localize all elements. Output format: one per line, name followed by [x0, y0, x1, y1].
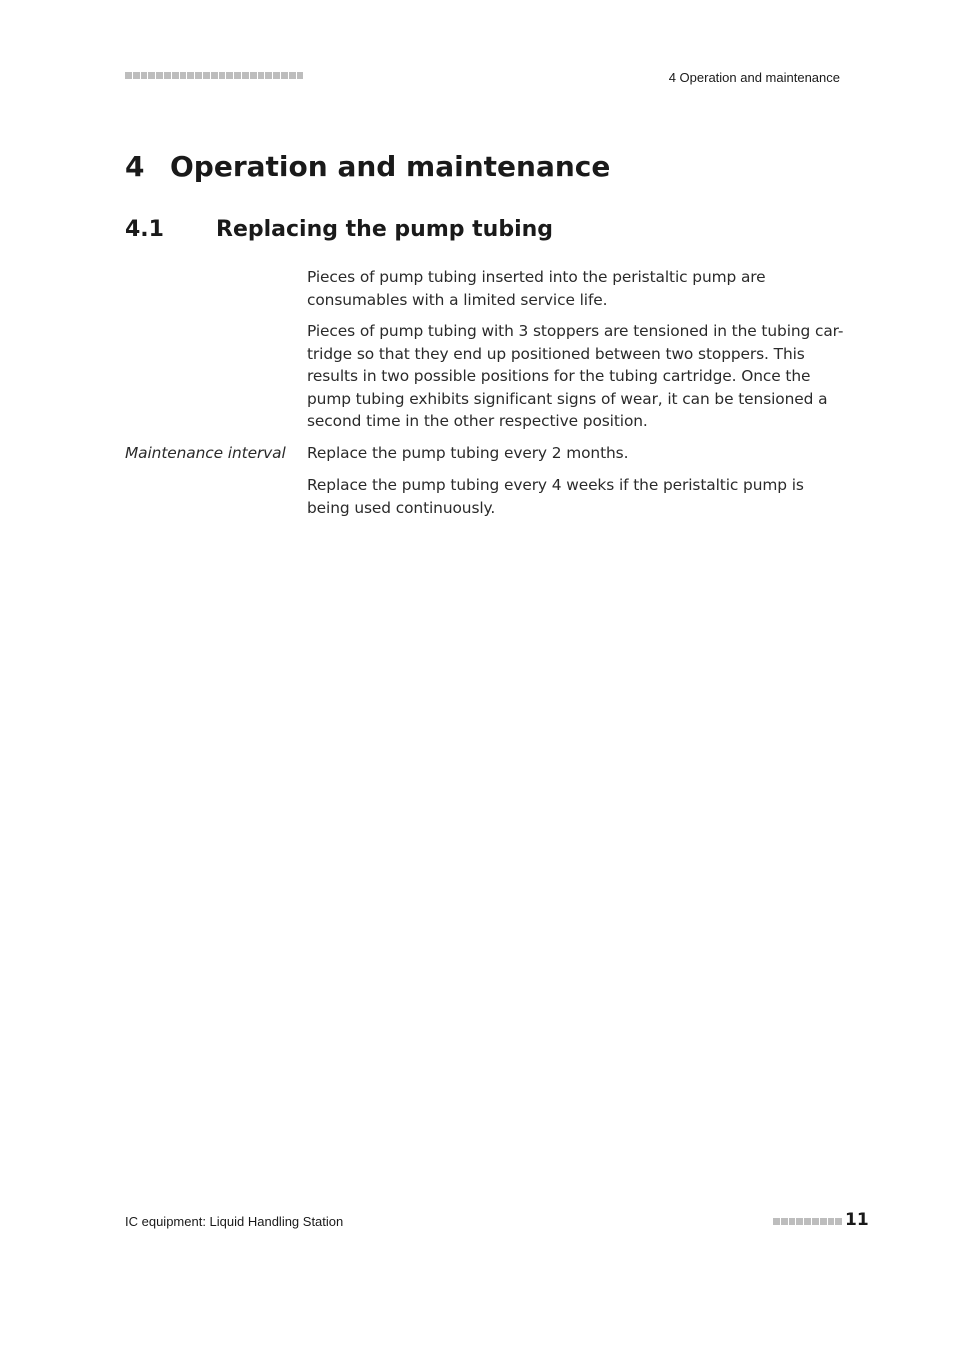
maintenance-paragraph-1: Replace the pump tubing every 2 months.	[307, 444, 629, 462]
running-header: 4 Operation and maintenance	[668, 70, 840, 85]
maintenance-interval-label: Maintenance interval	[125, 444, 286, 462]
section-number: 4.1	[125, 217, 164, 242]
footer-decoration	[773, 1218, 842, 1225]
page-number: 11	[845, 1210, 869, 1230]
header-decoration	[125, 72, 303, 79]
chapter-number: 4	[125, 150, 145, 183]
section-title	[125, 217, 553, 242]
footer-document-title: IC equipment: Liquid Handling Station	[125, 1214, 344, 1229]
section-title-text: Replacing the pump tubing	[216, 217, 554, 242]
body-paragraph-1: Pieces of pump tubing inserted into the peristaltic pump are consumables with a limited service life.	[307, 268, 766, 309]
body-paragraph-2: Pieces of pump tubing with 3 stoppers are tensioned in the tubing car-tridge so that they end up positioned between two stoppers. This results in two possible positions for the tubing cartridge. Once the pump tubing exhibits significant signs of wear, it can be tensioned a second time in the other respective position.	[307, 322, 844, 431]
chapter-title	[125, 150, 610, 183]
chapter-title-text: Operation and maintenance	[170, 150, 611, 183]
maintenance-paragraph-2: Replace the pump tubing every 4 weeks if the peristaltic pump is being used continuously.	[307, 476, 804, 517]
